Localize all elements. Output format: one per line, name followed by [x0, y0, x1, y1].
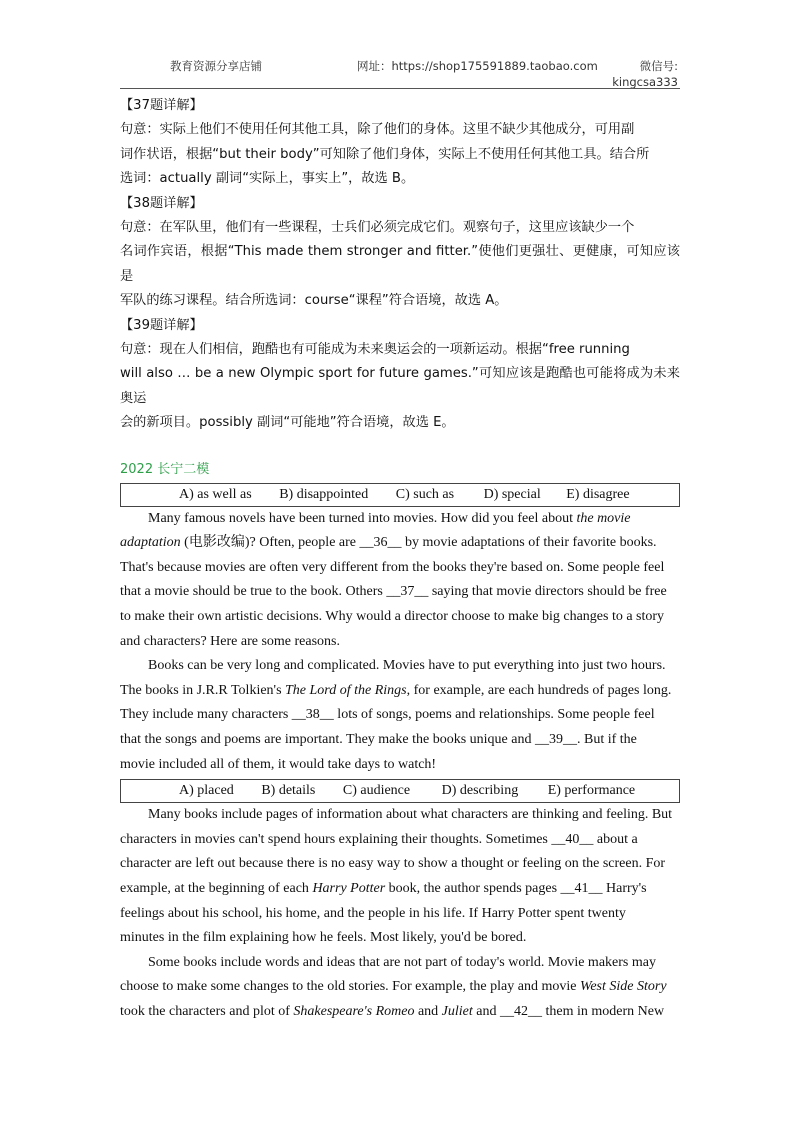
q38-line: 名词作宾语，根据“This made them stronger and fitter.”使他们更强壮、更健康，可知应该是 — [120, 244, 680, 284]
passage-paragraph-1 — [120, 507, 680, 655]
italic-text: West Side Story — [579, 979, 667, 995]
italic-text: the movie — [576, 510, 631, 526]
q37-line: 句意：实际上他们不使用任何其他工具，除了他们的身体。这里不缺少其他成分，可用副 — [120, 122, 635, 138]
word-option: A) placed — [179, 783, 234, 799]
passage-paragraph-2 — [120, 654, 680, 777]
text-line: They include many characters __38__ lots of songs, poems and relationships. Some people feel — [120, 707, 655, 723]
wechat-label: 微信号: — [639, 59, 678, 73]
text-line: minutes in the film explaining how he feels. Most likely, you'd be bored. — [120, 930, 527, 946]
text-span: and __42__ them in modern New — [472, 1003, 665, 1019]
text-span: book, the author spends pages __41__ Harry's — [385, 881, 647, 896]
q39-line: 会的新项目。possibly 副词“可能地”符合语境，故选 E。 — [120, 415, 455, 431]
document-body — [120, 94, 680, 1025]
q37-line: 词作状语，根据“but their body”可知除了他们身体，实际上不使用任何其他工具。结合所 — [120, 146, 650, 162]
shop-name: 教育资源分享店铺 — [170, 59, 262, 73]
word-option: D) special — [483, 486, 541, 502]
text-line: that a movie should be true to the book. Others __37__ saying that movie directors should be free — [120, 584, 667, 600]
word-option: A) as well as — [179, 486, 252, 502]
word-option: E) disagree — [566, 486, 630, 502]
text-span: The books in J.R.R Tolkien's — [120, 682, 286, 698]
wechat-id: kingcsa333 — [612, 75, 678, 89]
text-span: Many famous novels have been turned into movies. How did you feel about — [148, 510, 577, 526]
q38-line: 句意：在军队里，他们有一些课程，士兵们必须完成它们。观察句子，这里应该缺少一个 — [120, 220, 635, 236]
word-option: B) details — [261, 783, 316, 799]
text-span: choose to make some changes to the old stories. For example, the play and movie — [120, 979, 580, 995]
italic-text: Harry Potter — [312, 881, 386, 896]
page-header — [120, 52, 680, 92]
word-option: D) describing — [441, 783, 519, 799]
word-bank-box-1 — [120, 483, 680, 507]
text-line: Many books include pages of information about what characters are thinking and feeling. But — [148, 807, 673, 823]
word-option: B) disappointed — [279, 486, 369, 502]
q38-explanation — [120, 192, 680, 314]
text-line: That's because movies are often very different from the books they're based on. Some people feel — [120, 559, 665, 575]
text-line: feelings about his school, his home, and the people in his life. If Harry Potter spent twenty — [120, 905, 626, 921]
q37-explanation — [120, 94, 680, 192]
q39-title: 【39题详解】 — [120, 317, 203, 333]
q37-line: 选词：actually 副词“实际上，事实上”，故选 B。 — [120, 171, 415, 187]
italic-text: Juliet — [441, 1003, 473, 1019]
word-bank-box-2 — [120, 779, 680, 803]
shop-url[interactable]: 网址：https://shop175591889.taobao.com — [357, 59, 598, 73]
italic-text: Shakespeare's Romeo — [293, 1003, 415, 1019]
text-line: characters in movies can't spend hours explaining their thoughts. Sometimes __40__ about a — [120, 831, 638, 847]
text-span: (电影改编)? Often, people are __36__ by movie adaptations of their favorite books. — [180, 535, 657, 551]
text-span: took the characters and plot of — [120, 1003, 294, 1019]
wechat-info — [612, 58, 678, 90]
text-line: that the songs and poems are important. They make the books unique and __39__. But if the — [120, 732, 637, 748]
text-line: to make their own artistic decisions. Why would a director choose to make big changes to a story — [120, 609, 665, 625]
italic-text: adaptation — [120, 535, 181, 551]
text-line: and characters? Here are some reasons. — [120, 633, 340, 649]
q39-line: 句意：现在人们相信，跑酷也有可能成为未来奥运会的一项新运动。根据“free running — [120, 342, 630, 358]
passage-paragraph-3 — [120, 803, 680, 951]
word-option: E) performance — [547, 783, 636, 799]
text-span: and — [414, 1003, 442, 1019]
q39-line: will also … be a new Olympic sport for future games.”可知应该是跑酷也可能将成为未来奥运 — [120, 366, 680, 406]
text-line: Some books include words and ideas that are not part of today's world. Movie makers may — [148, 954, 656, 970]
header-divider — [120, 88, 680, 89]
text-line: movie included all of them, it would take days to watch! — [120, 756, 437, 772]
word-option: C) such as — [395, 486, 455, 502]
section-title: 2022 长宁二模 — [120, 461, 210, 477]
q38-title: 【38题详解】 — [120, 195, 203, 211]
text-span: , for example, are each hundreds of pages long. — [406, 682, 672, 698]
text-line: Books can be very long and complicated. Movies have to put everything into just two hours. — [148, 658, 666, 674]
text-line: character are left out because there is no easy way to show a thought or feeling on the screen. For — [120, 856, 666, 872]
q38-line: 军队的练习课程。结合所选词：course“课程”符合语境，故选 A。 — [120, 293, 508, 309]
italic-text: The Lord of the Rings — [285, 682, 407, 698]
word-option: C) audience — [342, 783, 411, 799]
passage-paragraph-4 — [120, 951, 680, 1025]
text-span: example, at the beginning of each — [120, 881, 313, 896]
q39-explanation — [120, 314, 680, 436]
q37-title: 【37题详解】 — [120, 98, 203, 113]
